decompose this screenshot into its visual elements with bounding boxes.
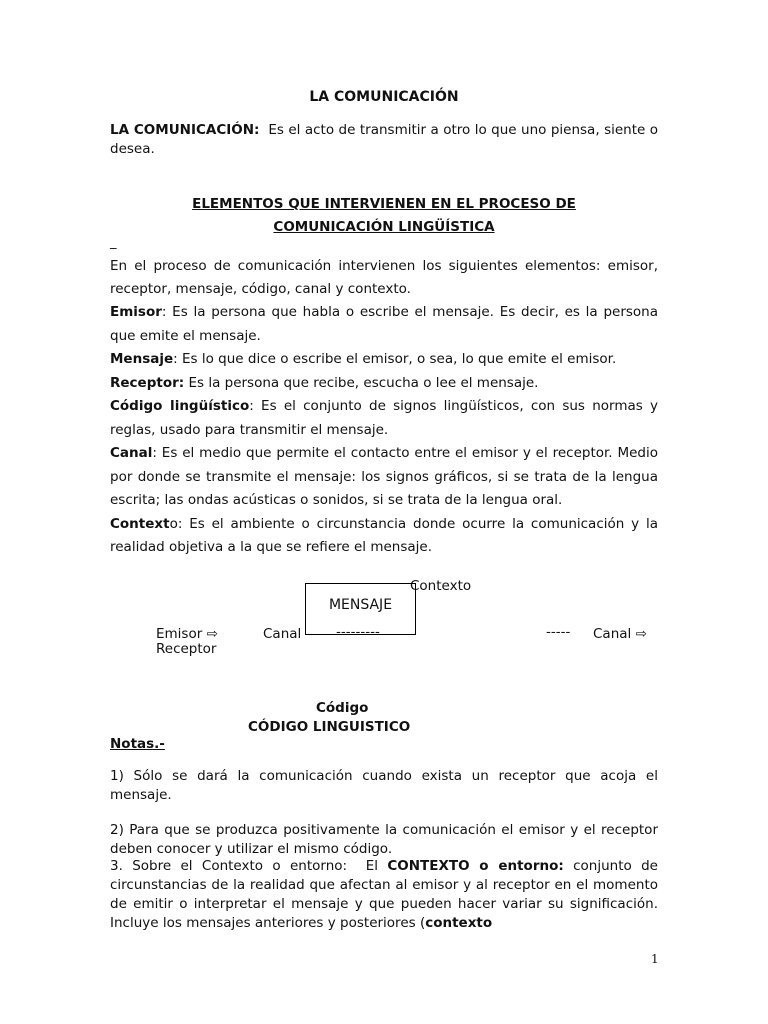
definition-term: LA COMUNICACIÓN: [110,122,260,138]
element-term: Mensaje [110,351,174,367]
emisor-label: Emisor [156,626,203,642]
elements-list [110,301,658,560]
note-2: 2) Para que se produzca positivamente la comunicación el emisor y el receptor deben conocer y utilizar el mismo código. [110,822,658,857]
intro-paragraph: En el proceso de comunicación intervienen los siguientes elementos: emisor, receptor, mensaje, código, canal y contexto. [110,258,658,297]
element-term: Context [110,515,170,532]
diagram-dashes-left: --------- [336,624,380,640]
notes-title: Notas.- [110,736,165,752]
diagram-canal-right [593,626,647,642]
section-dash: _ [110,235,117,250]
definition-paragraph [110,121,658,159]
note-1: 1) Sólo se dará la comunicación cuando exista un receptor que acoja el mensaje. [110,768,658,803]
note-3 [110,857,658,933]
element-codigo [110,395,658,442]
element-text: Es el medio que permite el contacto entre el emisor y el receptor. Medio por donde se transmite el mensaje: los signos gráficos, si se trata de la lengua escrita; las ondas acústicas o sonidos, si se trata de la lengua oral. [110,445,658,508]
section-title-line2: COMUNICACIÓN LINGÜÍSTICA [273,219,495,235]
element-sep: : [152,445,157,461]
note3-prefix: 3. Sobre el Contexto o entorno: [110,858,348,874]
element-text: Es el conjunto de signos lingüísticos, con sus normas y reglas, usado para transmitir el mensaje. [110,398,659,438]
element-text: Es el ambiente o circunstancia donde ocurre la comunicación y la realidad objetiva a la que se refiere el mensaje. [110,515,658,555]
element-sep: : [173,351,178,367]
element-sep: : [161,304,167,320]
element-text: Es la persona que recibe, escucha o lee el mensaje. [184,374,539,391]
document-title: LA COMUNICACIÓN [309,89,459,105]
section-title-line1: ELEMENTOS QUE INTERVIENEN EN EL PROCESO DE [192,196,576,212]
arrow-icon: ⇨ [206,626,218,642]
element-canal [110,442,658,513]
diagram-emisor [156,626,218,642]
canal-label: Canal [593,626,632,642]
element-text: Es lo que dice o escribe el emisor, o sea, lo que emite el emisor. [177,351,617,367]
diagram-canal-left: Canal [263,626,302,642]
element-term: Código lingüístico [110,398,250,414]
element-term: Receptor: [110,374,185,391]
element-emisor [110,301,658,348]
note3-text: conjunto de circunstancias de la realidad que afectan al emisor y al receptor en el momento de emitir o interpretar el mensaje y que pueden hacer variar su significación. Incluye los mensajes anteriores y posteriores ( [110,858,658,931]
element-sep: o: [169,515,183,532]
element-sep: : [249,398,254,414]
page-number: 1 [651,952,659,966]
definition-text: Es el acto de transmitir a otro lo que uno piensa, siente o desea. [110,122,659,157]
diagram-contexto-label: Contexto [410,578,472,594]
diagram-codigo-linguistico: CÓDIGO LINGUISTICO [248,719,411,735]
diagram-dashes-right: ----- [546,624,571,640]
diagram-receptor: Receptor [156,641,217,657]
element-mensaje [110,348,658,372]
element-term: Emisor [110,304,162,320]
arrow-icon: ⇨ [635,626,647,642]
mensaje-label: MENSAJE [328,597,393,613]
element-receptor [110,372,658,396]
note3-bold: CONTEXTO o entorno: [387,858,564,874]
element-contexto [110,513,658,560]
note3-bold-end: contexto [425,915,493,931]
element-term: Canal [110,445,153,461]
note3-prebold: El [365,858,379,874]
element-text: Es la persona que habla o escribe el mensaje. Es decir, es la persona que emite el mensaje. [110,304,658,344]
diagram-codigo: Código [316,700,369,716]
